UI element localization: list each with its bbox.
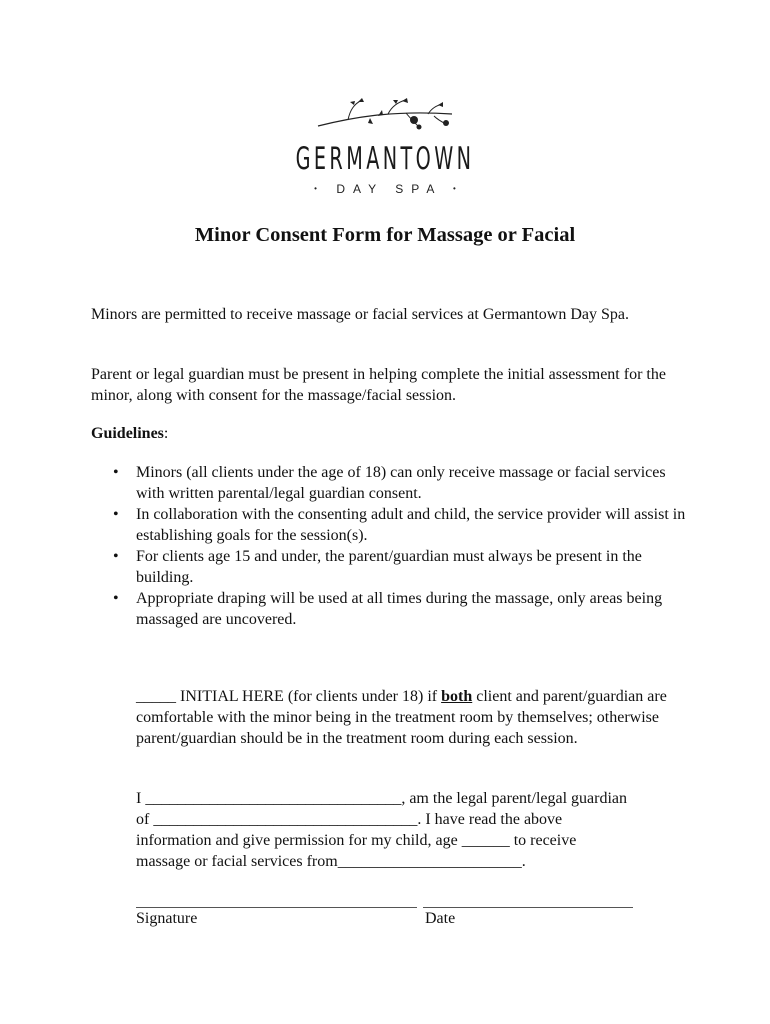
guidelines-heading: Guidelines: bbox=[91, 425, 169, 442]
botanical-sprig-icon bbox=[310, 96, 460, 136]
list-item: • Minors (all clients under the age of 18) can only receive massage or facial services with written parental/legal guardian consent. bbox=[113, 464, 666, 502]
provider-blank[interactable]: _______________________ bbox=[337, 853, 522, 870]
list-item: • In collaboration with the consenting adult and child, the service provider will assist in establishing goals for the session(s). bbox=[113, 506, 686, 544]
list-item: • Appropriate draping will be used at all times during the massage, only areas being massaged are uncovered. bbox=[113, 590, 663, 628]
signature-line[interactable] bbox=[136, 907, 417, 908]
initial-paragraph: _____ INITIAL HERE (for clients under 18) if both client and parent/guardian are comfortable with the minor being in the treatment room by themselves; otherwise parent/guardian should be in the treatment room during each session. bbox=[136, 688, 667, 747]
spa-logo bbox=[0, 96, 770, 196]
list-item: • For clients age 15 and under, the parent/guardian must always be present in the building. bbox=[113, 548, 642, 586]
brand-tagline: • DAY SPA • bbox=[314, 182, 464, 196]
child-age-blank[interactable]: ______ bbox=[461, 832, 510, 849]
form-title: Minor Consent Form for Massage or Facial bbox=[194, 224, 576, 246]
child-name-blank[interactable]: _________________________________ bbox=[153, 811, 418, 828]
date-line[interactable] bbox=[423, 907, 633, 908]
intro-paragraph-2: Parent or legal guardian must be present in helping complete the initial assessment for the minor, along with consent for the massage/facial session. bbox=[91, 366, 666, 404]
signature-label: Signature bbox=[136, 910, 198, 927]
intro-paragraph-1: Minors are permitted to receive massage or facial services at Germantown Day Spa. bbox=[91, 306, 630, 323]
initial-blank[interactable]: _____ bbox=[136, 688, 176, 705]
guardian-statement: I ________________________________, am the legal parent/legal guardian of _________________________________. I have read the above information and give permission for my child, age ______ to receive massage or facial services from_______________________. bbox=[136, 790, 628, 870]
guardian-name-blank[interactable]: ________________________________ bbox=[145, 790, 402, 807]
date-label: Date bbox=[425, 910, 456, 927]
guidelines-list bbox=[91, 462, 691, 630]
brand-name: GERMANTOWN bbox=[295, 141, 475, 177]
